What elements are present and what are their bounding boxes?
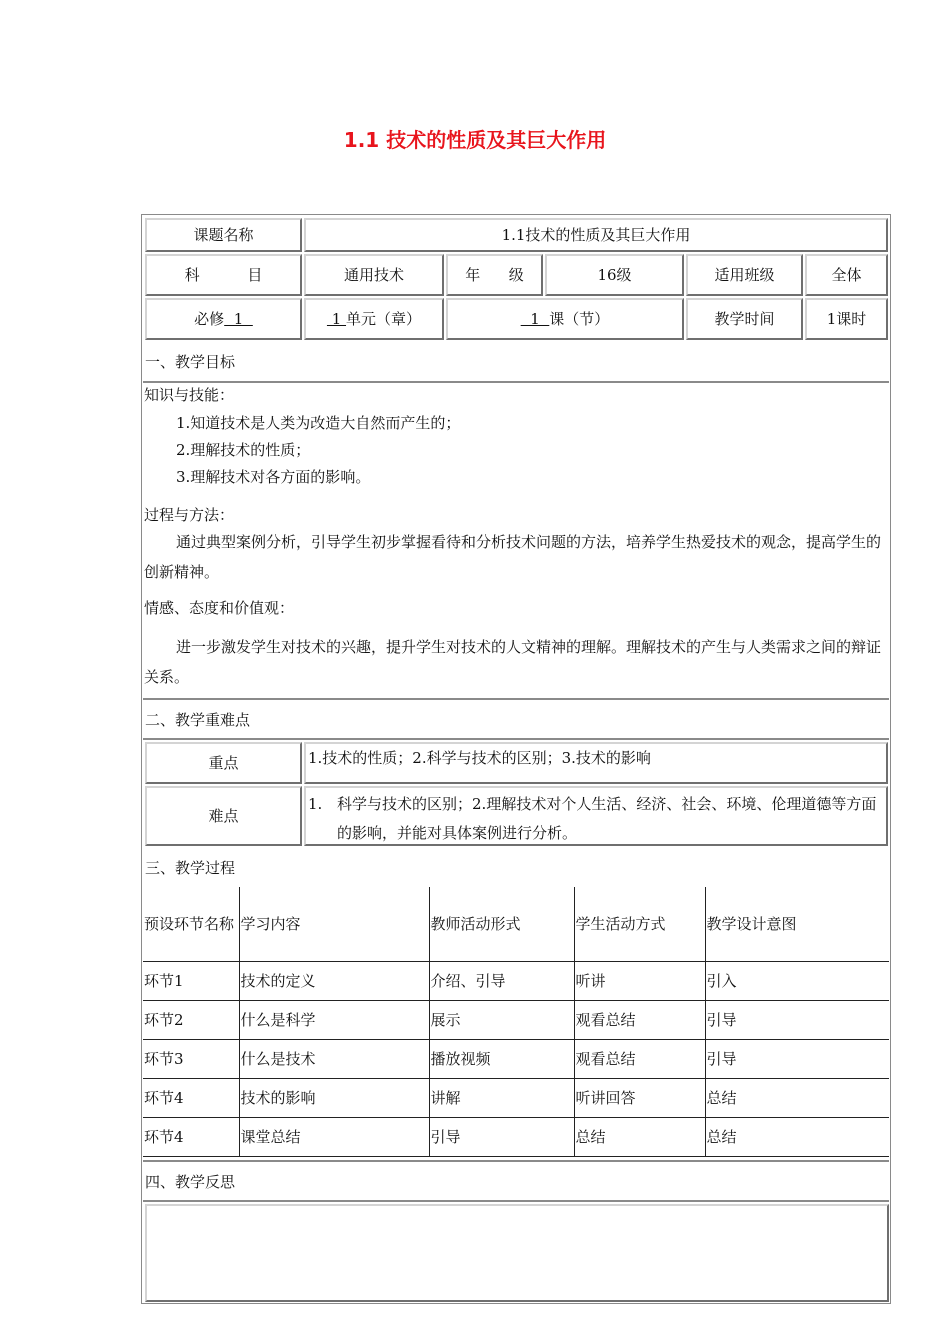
reflection-area: [145, 1204, 889, 1302]
table-cell: 引导: [429, 1118, 574, 1157]
table-cell: 观看总结: [574, 1040, 705, 1079]
lesson-label: 课（节）: [549, 310, 610, 328]
table-cell: 引导: [705, 1040, 889, 1079]
required-cell: [145, 298, 302, 340]
course-name-value: 1.1技术的性质及其巨大作用: [304, 218, 888, 252]
column-header: 学习内容: [239, 887, 429, 962]
unit-label: 单元（章）: [346, 310, 422, 328]
column-header: 预设环节名称: [143, 887, 239, 962]
table-row: [143, 962, 889, 1001]
course-name-label: 课题名称: [145, 218, 302, 252]
table-cell: 展示: [429, 1001, 574, 1040]
knowledge-heading: 知识与技能：: [144, 386, 235, 404]
time-label: 教学时间: [686, 298, 803, 340]
table-cell: 环节1: [143, 962, 239, 1001]
table-cell: 什么是技术: [239, 1040, 429, 1079]
table-cell: 课堂总结: [239, 1118, 429, 1157]
process-method-heading: 过程与方法：: [144, 506, 235, 524]
key-point-text: 1.技术的性质；2.科学与技术的区别；3.技术的影响: [304, 742, 888, 784]
table-cell: 引入: [705, 962, 889, 1001]
table-cell: 环节3: [143, 1040, 239, 1079]
table-row: [143, 1118, 889, 1157]
table-row: [143, 1079, 889, 1118]
table-header-row: [143, 887, 889, 962]
process-method-text: 通过典型案例分析，引导学生初步掌握看待和分析技术问题的方法，培养学生热爱技术的观念，提高学生的创新精神。: [144, 533, 882, 581]
difficult-point-number: 1.: [308, 795, 323, 813]
unit-value: 1: [326, 310, 347, 328]
subject-value: 通用技术: [304, 254, 444, 296]
class-value: 全体: [805, 254, 888, 296]
table-cell: 技术的影响: [239, 1079, 429, 1118]
class-label: 适用班级: [686, 254, 803, 296]
table-cell: 听讲回答: [574, 1079, 705, 1118]
table-cell: 介绍、引导: [429, 962, 574, 1001]
subject-label: 科 目: [145, 254, 302, 296]
teaching-process-table: [143, 887, 889, 1157]
table-cell: 总结: [574, 1118, 705, 1157]
table-cell: 环节4: [143, 1118, 239, 1157]
goals-heading: 一、教学目标: [143, 342, 889, 383]
difficult-point-cell: [304, 786, 888, 846]
reflection-heading: 四、教学反思: [143, 1160, 889, 1202]
table-cell: 听讲: [574, 962, 705, 1001]
knowledge-item: 1.知道技术是人类为改造大自然而产生的；: [176, 414, 461, 432]
table-cell: 技术的定义: [239, 962, 429, 1001]
table-cell: 环节4: [143, 1079, 239, 1118]
table-cell: 讲解: [429, 1079, 574, 1118]
knowledge-item: 2.理解技术的性质；: [176, 441, 311, 459]
required-label: 必修: [194, 310, 225, 328]
emotion-text: 进一步激发学生对技术的兴趣，提升学生对技术的人文精神的理解。理解技术的产生与人类需求之间的辩证关系。: [144, 638, 882, 686]
time-value: 1课时: [805, 298, 888, 340]
table-cell: 总结: [705, 1079, 889, 1118]
required-value: 1: [224, 310, 253, 328]
table-cell: 引导: [705, 1001, 889, 1040]
lesson-value: 1: [520, 310, 550, 328]
lesson-cell: [446, 298, 684, 340]
grade-label: 年 级: [446, 254, 543, 296]
column-header: 学生活动方式: [574, 887, 705, 962]
column-header: 教学设计意图: [705, 887, 889, 962]
emotion-heading: 情感、态度和价值观：: [144, 599, 295, 617]
unit-cell: [304, 298, 444, 340]
column-header: 教师活动形式: [429, 887, 574, 962]
grade-value: 16级: [545, 254, 684, 296]
key-point-label: 重点: [145, 742, 302, 784]
keypoints-heading: 二、教学重难点: [143, 698, 889, 740]
table-row: [143, 1001, 889, 1040]
knowledge-item: 3.理解技术对各方面的影响。: [176, 468, 371, 486]
table-cell: 总结: [705, 1118, 889, 1157]
table-cell: 环节2: [143, 1001, 239, 1040]
table-cell: 观看总结: [574, 1001, 705, 1040]
table-cell: 播放视频: [429, 1040, 574, 1079]
page-title: 1.1 技术的性质及其巨大作用: [343, 128, 607, 152]
table-cell: 什么是科学: [239, 1001, 429, 1040]
table-row: [143, 1040, 889, 1079]
difficult-point-label: 难点: [145, 786, 302, 846]
difficult-point-text: 科学与技术的区别；2.理解技术对个人生活、经济、社会、环境、伦理道德等方面的影响，并能对具体案例进行分析。: [337, 795, 877, 842]
teaching-process-heading: 三、教学过程: [145, 859, 236, 877]
